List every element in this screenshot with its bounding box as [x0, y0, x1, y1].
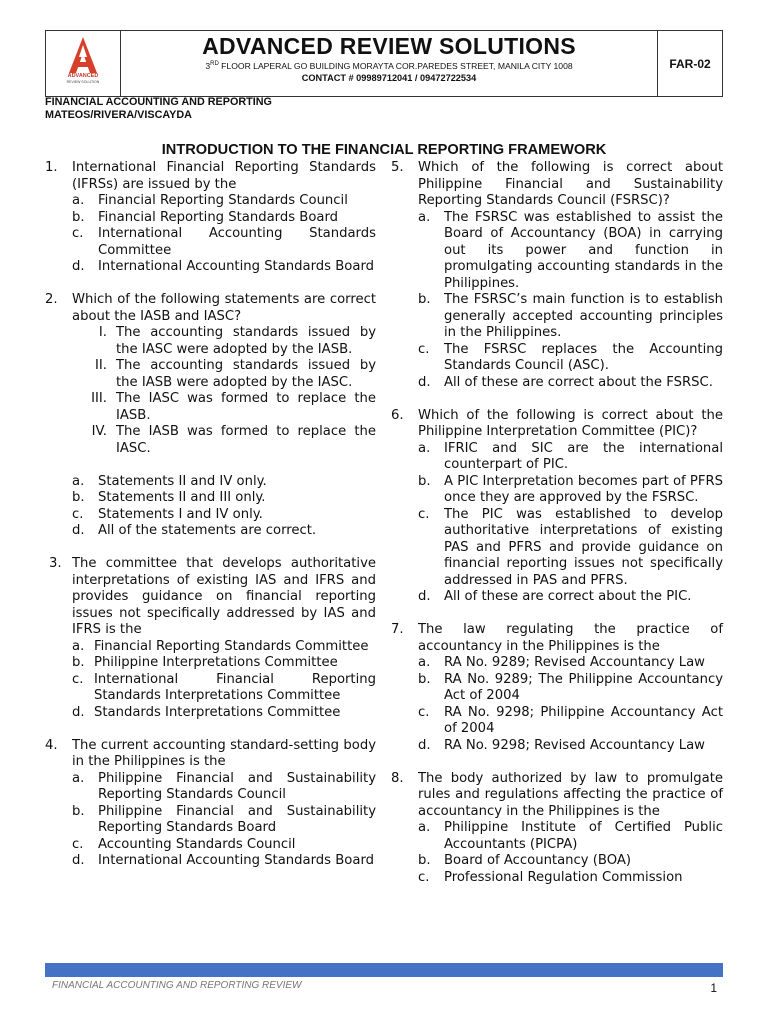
question-stem: The current accounting standard-setting body in the Philippines is the	[72, 737, 376, 769]
option-b: b. A PIC Interpretation becomes part of PFRS once they are approved by the FSRSC.	[418, 473, 723, 505]
option-a: a. IFRIC and SIC are the international counterpart of PIC.	[418, 440, 723, 472]
question-number: 1.	[45, 160, 58, 175]
document-code: FAR-02	[657, 31, 722, 96]
option-b: b. Statements II and III only.	[72, 490, 266, 505]
statement-iv: IV. The IASB was formed to replace the IASC.	[91, 424, 376, 456]
question-1	[45, 160, 376, 276]
option-c: c. International Financial Reporting Standards Interpretations Committee	[72, 671, 376, 703]
option-a: a. RA No. 9289; Revised Accountancy Law	[418, 655, 705, 670]
question-number: 8.	[391, 770, 404, 786]
statement-iii: III. The IASC was formed to replace the IASB.	[91, 391, 376, 423]
option-b: b. The FSRSC’s main function is to establish generally accepted accounting principles in the Philippines.	[418, 292, 723, 340]
question-stem: International Financial Reporting Standards (IFRSs) are issued by the	[72, 160, 376, 192]
option-a: a. Philippine Institute of Certified Public Accountants (PICPA)	[418, 820, 723, 852]
option-c: c. International Accounting Standards Committee	[72, 226, 376, 258]
page-number: 1	[710, 981, 717, 995]
option-b: b. Financial Reporting Standards Board	[72, 209, 339, 225]
question-stem: Which of the following is correct about Philippine Financial and Sustainability Reporting Standards Council (FSRSC)?	[418, 160, 723, 208]
option-c: c. Professional Regulation Commission	[418, 869, 683, 885]
option-b: b. Board of Accountancy (BOA)	[418, 853, 632, 868]
question-5	[391, 160, 723, 391]
question-number: 3.	[49, 556, 62, 571]
question-6	[391, 408, 723, 606]
option-b: b. Philippine Financial and Sustainability Reporting Standards Board	[72, 803, 376, 835]
option-a: a. Philippine Financial and Sustainability Reporting Standards Council	[72, 770, 376, 802]
option-c: c. Statements I and IV only.	[72, 506, 263, 522]
footer-bar	[45, 963, 723, 977]
organization-contact: CONTACT # 09989712041 / 09472722534	[301, 73, 477, 83]
subject-title: FINANCIAL ACCOUNTING AND REPORTING	[45, 96, 272, 108]
subject-block	[45, 96, 272, 122]
question-stem: The committee that develops authoritative interpretations of existing IAS and IFRS and provides guidance on financial reporting issues not specifically addressed by IAS and IFRS is the	[72, 556, 376, 637]
option-a: a. Financial Reporting Standards Council	[72, 193, 348, 208]
option-c: c. RA No. 9298; Philippine Accountancy Act of 2004	[418, 704, 723, 736]
option-d: d. Standards Interpretations Committee	[72, 704, 341, 720]
question-4	[45, 738, 376, 870]
question-number: 6.	[391, 407, 404, 423]
organization-name: ADVANCED REVIEW SOLUTIONS	[202, 33, 576, 59]
left-column	[45, 160, 376, 886]
logo-wordmark: ADVANCED	[67, 73, 99, 79]
question-stem: Which of the following statements are correct about the IASB and IASC?	[72, 292, 376, 324]
document-title: INTRODUCTION TO THE FINANCIAL REPORTING FRAMEWORK	[161, 142, 607, 158]
statement-i: I. The accounting standards issued by the IASC were adopted by the IASB.	[98, 325, 376, 357]
option-d: d. All of these are correct about the PIC.	[418, 589, 692, 604]
option-d: d. International Accounting Standards Board	[72, 259, 375, 274]
statement-ii: II. The accounting standards issued by the IASB were adopted by the IASC.	[95, 358, 376, 390]
question-7	[391, 622, 723, 754]
question-8	[391, 771, 723, 887]
option-c: c. Accounting Standards Council	[72, 836, 296, 852]
question-number: 4.	[45, 737, 58, 753]
option-b: b. Philippine Interpretations Committee	[72, 655, 338, 670]
question-number: 2.	[45, 292, 58, 307]
option-b: b. RA No. 9289; The Philippine Accountancy Act of 2004	[418, 671, 723, 703]
question-number: 7.	[391, 622, 404, 637]
option-d: d. International Accounting Standards Board	[72, 853, 375, 868]
option-d: d. All of these are correct about the FSRSC.	[418, 374, 713, 390]
organization-address: 3RD FLOOR LAPERAL GO BUILDING MORAYTA COR.PAREDES STREET, MANILA CITY 1008	[205, 61, 573, 71]
footer-title: FINANCIAL ACCOUNTING AND REPORTING REVIEW	[52, 980, 302, 991]
option-d: d. All of the statements are correct.	[72, 523, 317, 538]
logo-tagline: REVIEW SOLUTION	[66, 80, 100, 84]
letterhead	[45, 30, 723, 97]
question-number: 5.	[391, 160, 404, 175]
option-c: c. The FSRSC replaces the Accounting Standards Council (ASC).	[418, 341, 723, 373]
question-2	[45, 292, 376, 540]
question-stem: Which of the following is correct about the Philippine Interpretation Committee (PIC)?	[418, 407, 723, 439]
option-a: a. Statements II and IV only.	[72, 473, 267, 489]
subject-authors: MATEOS/RIVERA/VISCAYDA	[45, 109, 192, 121]
option-a: a. The FSRSC was established to assist the Board of Accountancy (BOA) in carrying out its power and function in promulgating accounting standards in the Philippines.	[418, 209, 723, 291]
question-stem: The body authorized by law to promulgate rules and regulations affecting the practice of accountancy in the Philippines is the	[418, 770, 723, 819]
logo-cell	[46, 31, 121, 96]
option-a: a. Financial Reporting Standards Committee	[72, 638, 369, 654]
option-d: d. RA No. 9298; Revised Accountancy Law	[418, 737, 705, 753]
right-column	[391, 160, 723, 903]
question-stem: The law regulating the practice of accountancy in the Philippines is the	[418, 622, 723, 654]
question-3	[45, 556, 376, 721]
option-c: c. The PIC was established to develop authoritative interpretations of existing PAS and PFRS and provide guidance on financial reporting issues not specifically addressed in PAS and PFRS.	[418, 506, 723, 588]
